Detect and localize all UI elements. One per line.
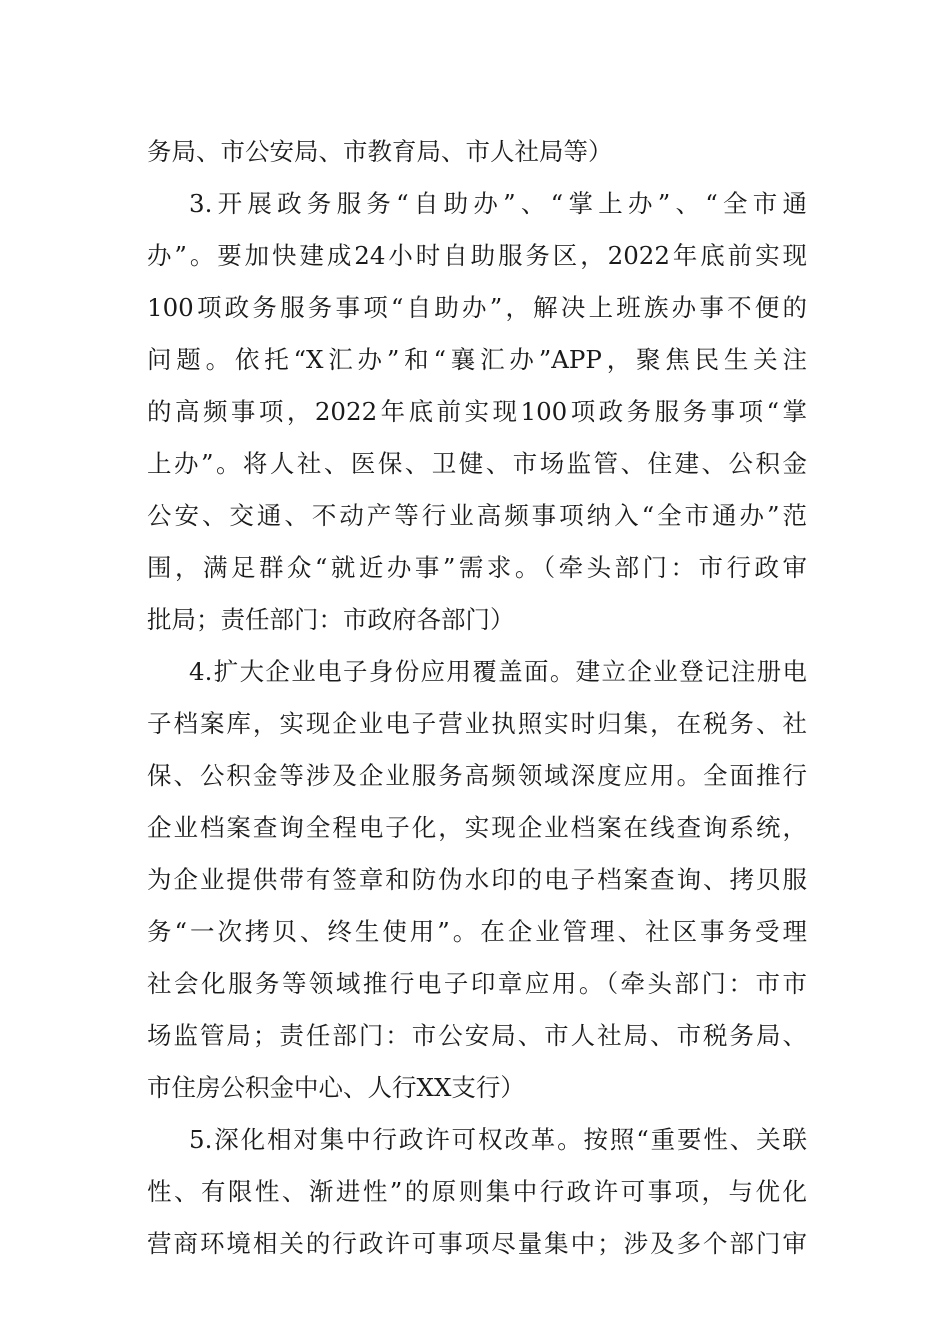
text-line: 性、有限性、渐进性”的原则集中行政许可事项，与优化 (147, 1177, 807, 1206)
document-body (147, 126, 807, 1270)
text-line: 务“一次拷贝、终生使用”。在企业管理、社区事务受理 (147, 917, 807, 946)
text-line: 公安、交通、不动产等行业高频事项纳入“全市通办”范 (147, 501, 807, 530)
text-line: 批局；责任部门：市政府各部门） (147, 605, 515, 634)
text-line: 保、公积金等涉及企业服务高频领域深度应用。全面推行 (147, 761, 807, 790)
text-line: 务局、市公安局、市教育局、市人社局等） (147, 137, 613, 166)
text-line: 上办”。将人社、医保、卫健、市场监管、住建、公积金 (147, 449, 807, 478)
text-line: 企业档案查询全程电子化，实现企业档案在线查询系统， (147, 813, 807, 842)
text-line: 的高频事项，2022年底前实现100项政务服务事项“掌 (147, 397, 807, 426)
item-4-heading-line: 4.扩大企业电子身份应用覆盖面。建立企业登记注册电 (189, 657, 807, 686)
text-line: 办”。要加快建成24小时自助服务区，2022年底前实现 (147, 241, 807, 270)
text-line: 社会化服务等领域推行电子印章应用。（牵头部门：市市 (147, 969, 807, 998)
text-line: 场监管局；责任部门：市公安局、市人社局、市税务局、 (147, 1021, 807, 1050)
item-3-heading-line: 3.开展政务服务“自助办”、“掌上办”、“全市通 (189, 189, 807, 218)
text-line: 问题。依托“X汇办”和“襄汇办”APP，聚焦民生关注 (147, 345, 807, 374)
text-line: 围，满足群众“就近办事”需求。（牵头部门：市行政审 (147, 553, 807, 582)
text-line: 营商环境相关的行政许可事项尽量集中；涉及多个部门审 (147, 1229, 807, 1258)
text-line: 为企业提供带有签章和防伪水印的电子档案查询、拷贝服 (147, 865, 807, 894)
item-5-heading-line: 5.深化相对集中行政许可权改革。按照“重要性、关联 (189, 1125, 807, 1154)
text-line: 市住房公积金中心、人行XX支行） (147, 1073, 525, 1102)
text-line: 100项政务服务事项“自助办”，解决上班族办事不便的 (147, 293, 807, 322)
text-line: 子档案库，实现企业电子营业执照实时归集，在税务、社 (147, 709, 807, 738)
